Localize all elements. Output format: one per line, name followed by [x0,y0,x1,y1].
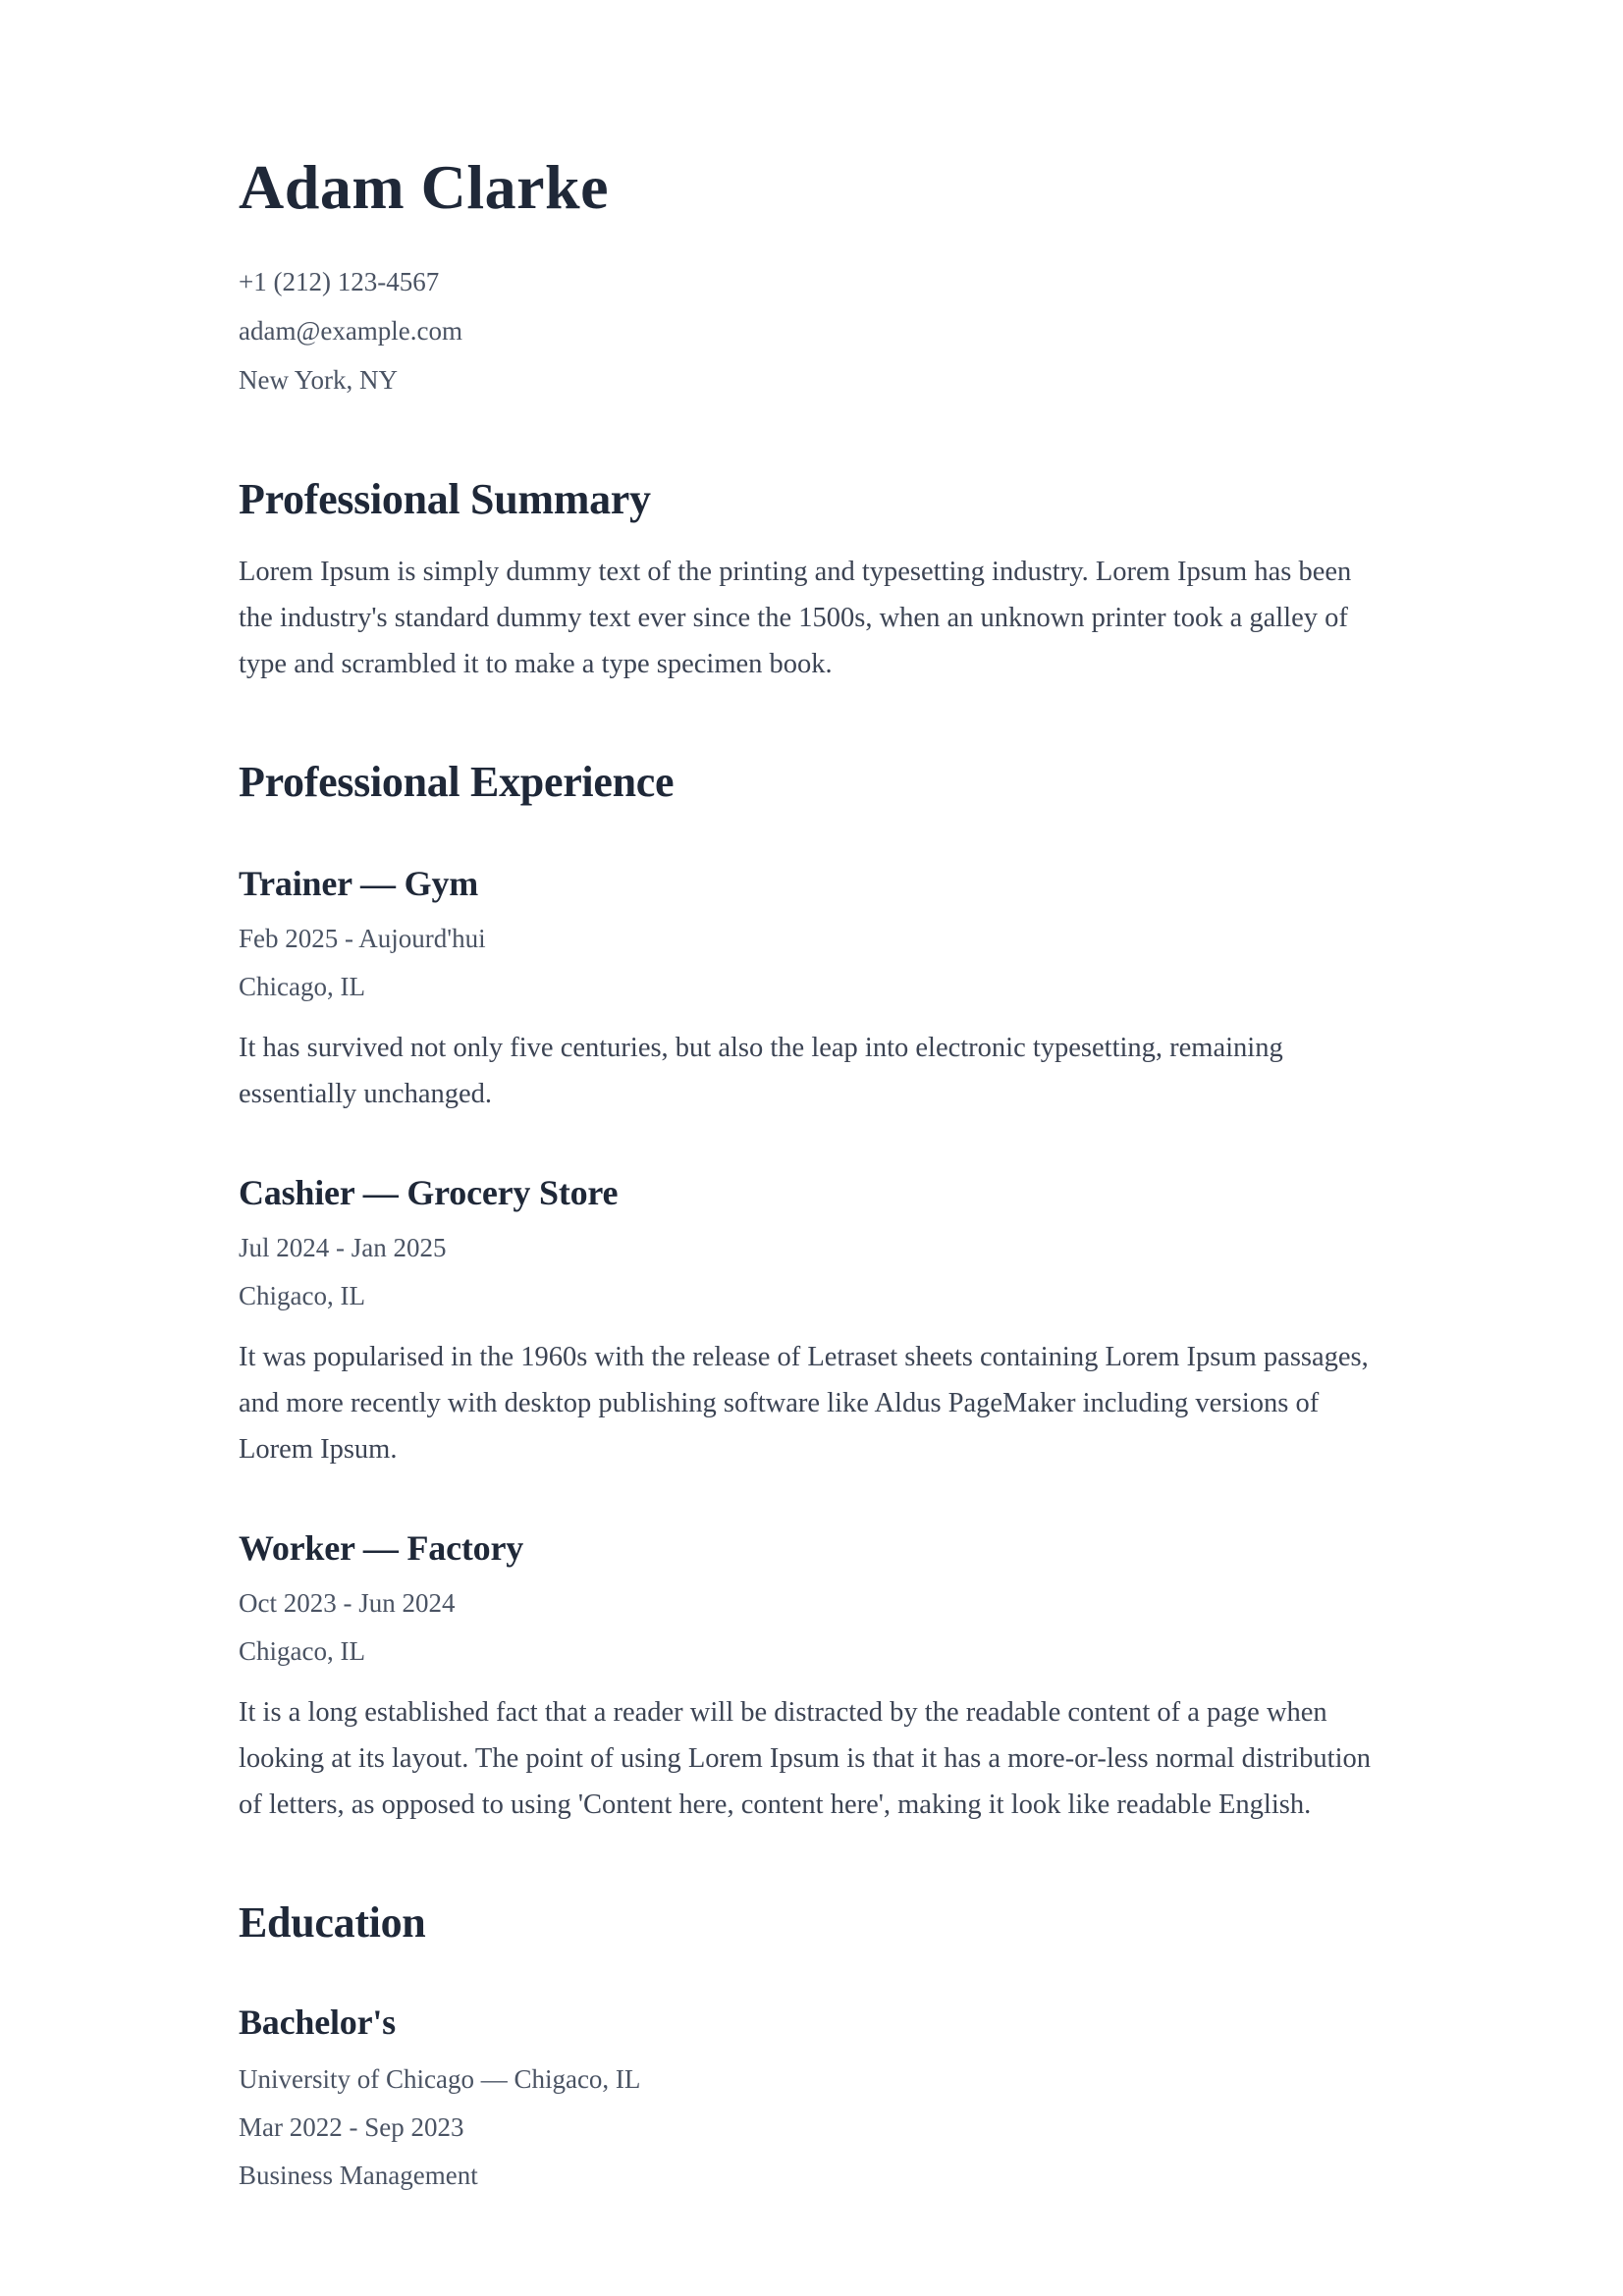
job-meta [239,1224,1387,1320]
education-dates: Mar 2022 - Sep 2023 [239,2111,464,2142]
job-title: Trainer — Gym [239,863,479,903]
experience-heading: Professional Experience [239,757,675,806]
job-entry [239,1172,1387,1472]
phone-number: +1 (212) 123-4567 [239,267,440,297]
field-of-study: Business Management [239,2160,478,2190]
summary-section [239,475,1387,687]
summary-text: Lorem Ipsum is simply dummy text of the printing and typesetting industry. Lorem Ipsum has been the industry's standard dummy text ever since the 1500s, when an unknown printer took a galley of type and scrambled it to make a type specimen book. [239,556,1352,679]
job-dates: Oct 2023 - Jun 2024 [239,1588,456,1619]
degree-title: Bachelor's [239,2002,396,2042]
summary-heading: Professional Summary [239,475,651,524]
job-description: It was popularised in the 1960s with the release of Letraset sheets containing Lorem Ipsum passages, and more recently with desktop publishing software like Aldus PageMaker including versions of Lorem Ipsum. [239,1341,1369,1465]
job-entry [239,863,1387,1117]
job-description: It has survived not only five centuries, but also the leap into electronic typesetting, remaining essentially unchanged. [239,1032,1283,1109]
job-dates: Jul 2024 - Jan 2025 [239,1232,447,1262]
job-title: Worker — Factory [239,1527,524,1568]
job-location: Chigaco, IL [239,1636,365,1667]
email-address: adam@example.com [239,316,463,347]
job-location: Chicago, IL [239,971,365,1001]
job-entry [239,1527,1387,1828]
job-title: Cashier — Grocery Store [239,1172,619,1212]
job-description: It is a long established fact that a reader will be distracted by the readable content of a page when looking at its layout. The point of using Lorem Ipsum is that it has a more-or-less normal distribution of letters, as opposed to using 'Content here, content here', making it look like readable English. [239,1697,1371,1821]
job-meta [239,915,1387,1011]
candidate-name: Adam Clarke [239,152,610,222]
experience-section [239,758,1387,1828]
education-heading: Education [239,1898,426,1948]
education-entry [239,2002,1387,2200]
education-meta [239,2056,1387,2200]
education-section [239,1898,1387,2200]
job-location: Chigaco, IL [239,1280,365,1310]
contact-info [239,257,1387,404]
contact-location: New York, NY [239,365,399,396]
job-dates: Feb 2025 - Aujourd'hui [239,923,486,953]
job-meta [239,1579,1387,1676]
school-name: University of Chicago — Chigaco, IL [239,2063,641,2094]
